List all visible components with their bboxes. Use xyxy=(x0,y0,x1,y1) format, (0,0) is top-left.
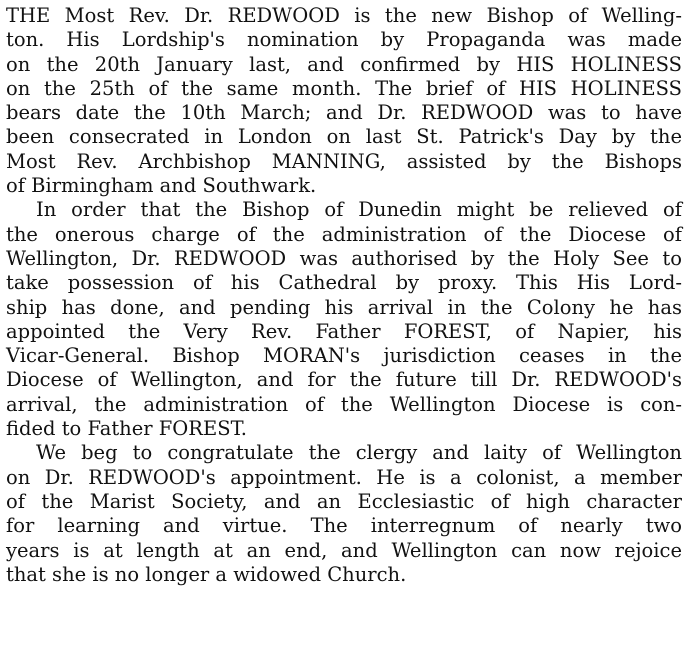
paragraph-3 xyxy=(6,441,682,587)
text-line: Diocese of Wellington, and for the future till Dr. REDWOOD's xyxy=(6,368,682,392)
paragraph-1 xyxy=(6,4,682,198)
text-line: take possession of his Cathedral by proxy. This His Lord- xyxy=(6,271,682,295)
text-line: ship has done, and pending his arrival in the Colony he has xyxy=(6,295,682,319)
paragraph-2 xyxy=(6,198,682,441)
article xyxy=(6,4,682,587)
text-line: Vicar-General. Bishop MORAN's jurisdiction ceases in the xyxy=(6,344,682,368)
text-line: bears date the 10th March; and Dr. REDWOOD was to have xyxy=(6,101,682,125)
text-line: on Dr. REDWOOD's appointment. He is a colonist, a member xyxy=(6,465,682,489)
text-line: Most Rev. Archbishop MANNING, assisted by the Bishops xyxy=(6,149,682,173)
text-line: fided to Father FOREST. xyxy=(6,417,247,441)
text-line: on the 25th of the same month. The brief of HIS HOLINESS xyxy=(6,76,682,100)
text-line: ton. His Lordship's nomination by Propaganda was made xyxy=(6,28,682,52)
text-line: In order that the Bishop of Dunedin might be relieved of xyxy=(36,198,682,222)
text-line: that she is no longer a widowed Church. xyxy=(6,562,407,586)
text-line: of Birmingham and Southwark. xyxy=(6,174,317,198)
text-line: THE Most Rev. Dr. REDWOOD is the new Bishop of Welling- xyxy=(6,4,682,27)
text-line: of the Marist Society, and an Ecclesiastic of high character xyxy=(6,489,682,513)
text-line: years is at length at an end, and Wellington can now rejoice xyxy=(6,538,682,562)
text-line: been consecrated in London on last St. Patrick's Day by the xyxy=(6,125,682,149)
text-line: Wellington, Dr. REDWOOD was authorised by the Holy See to xyxy=(6,246,682,270)
text-line: on the 20th January last, and confirmed by HIS HOLINESS xyxy=(6,52,682,76)
text-line: arrival, the administration of the Wellington Diocese is con- xyxy=(6,392,682,416)
text-line: We beg to congratulate the clergy and laity of Wellington xyxy=(36,441,682,465)
text-line: the onerous charge of the administration of the Diocese of xyxy=(6,222,682,246)
text-line: for learning and virtue. The interregnum of nearly two xyxy=(6,514,682,538)
text-line: appointed the Very Rev. Father FOREST, of Napier, his xyxy=(6,319,682,343)
